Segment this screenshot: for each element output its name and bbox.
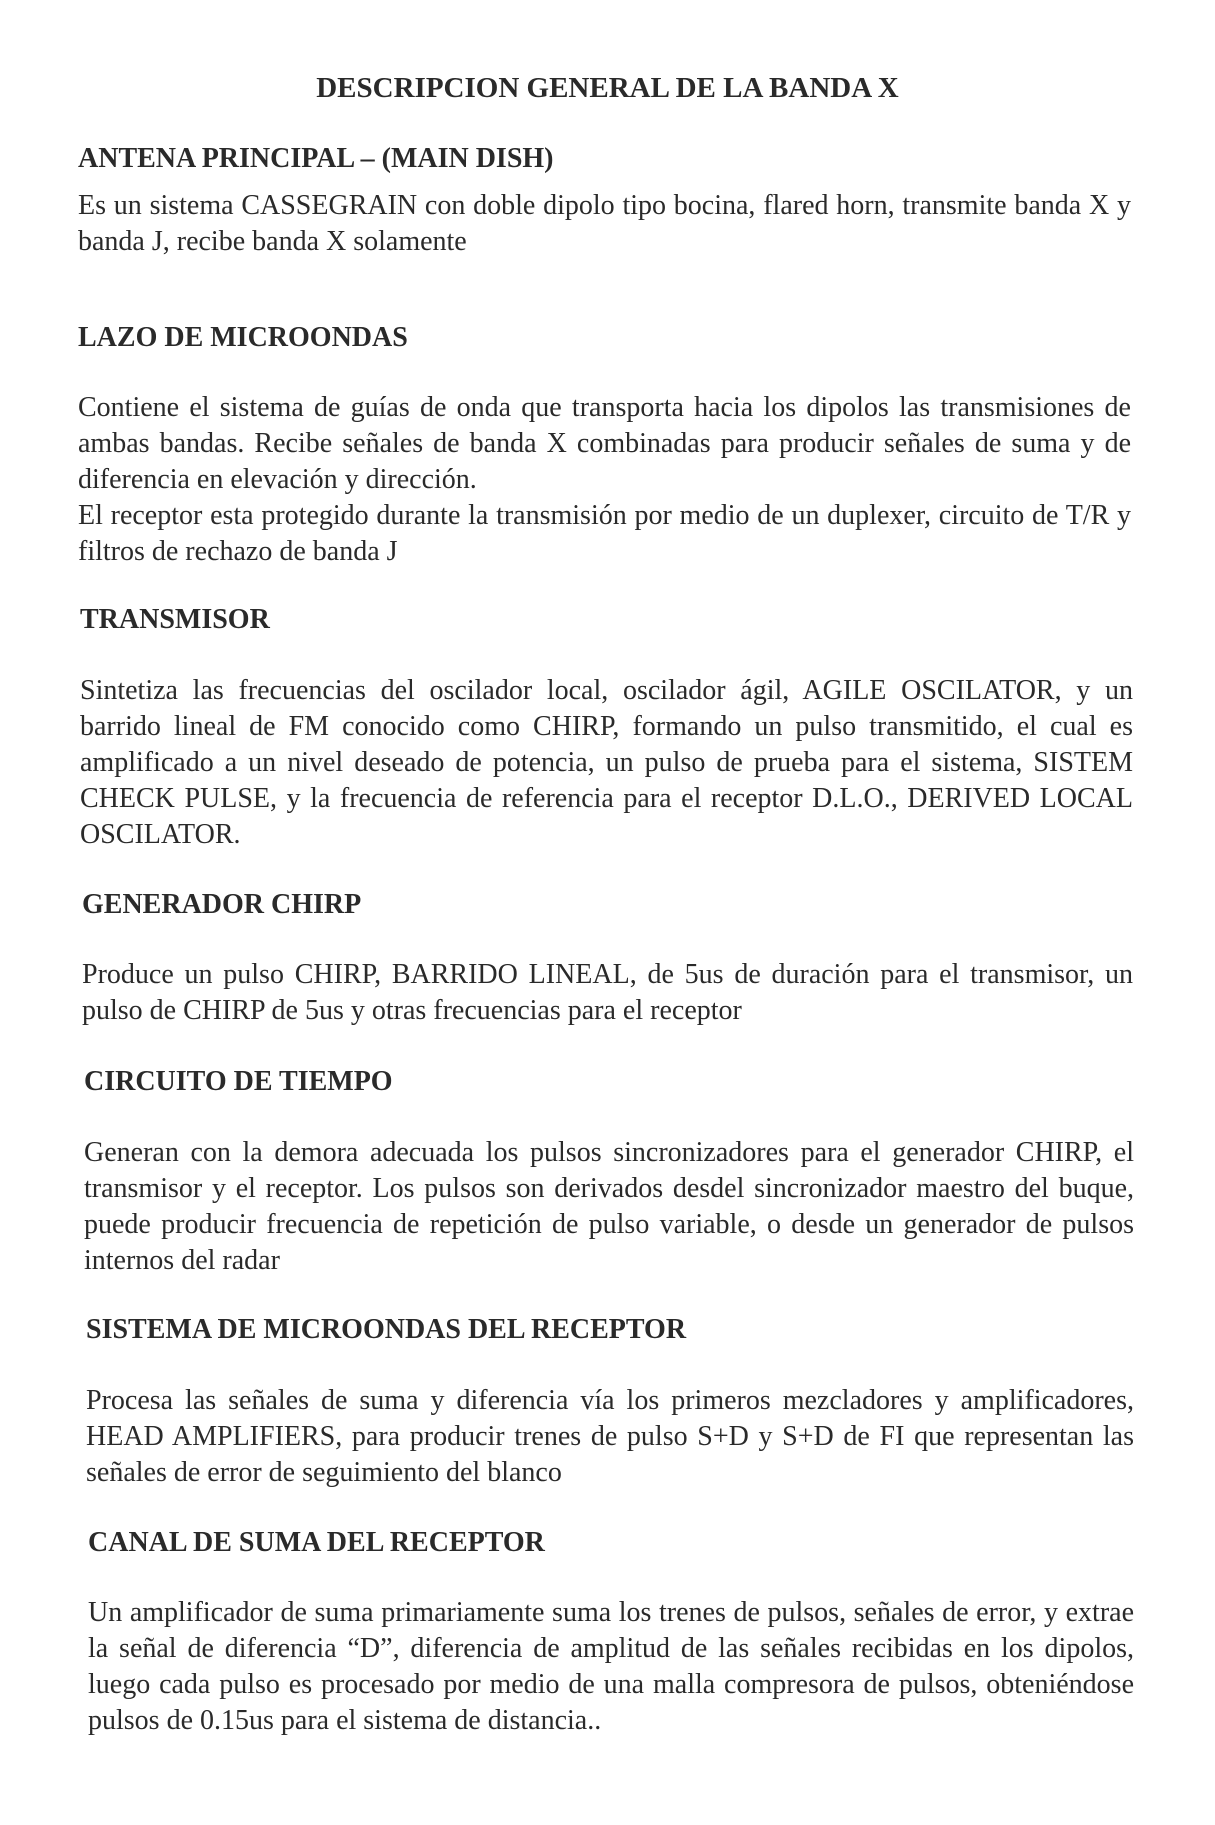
section-body-lazo-de-microondas xyxy=(78,390,1131,570)
paragraph: Produce un pulso CHIRP, BARRIDO LINEAL, de 5us de duración para el transmisor, un pulso de CHIRP de 5us y otras frecuencias para el receptor xyxy=(82,959,1133,1026)
section-heading-circuito-de-tiempo: CIRCUITO DE TIEMPO xyxy=(84,1066,393,1097)
section-body-canal-de-suma-del-receptor xyxy=(88,1595,1134,1739)
section-heading-generador-chirp: GENERADOR CHIRP xyxy=(82,889,362,920)
paragraph: El receptor esta protegido durante la transmisión por medio de un duplexer, circuito de T/R y filtros de rechazo de banda J xyxy=(78,500,1131,567)
section-heading-lazo-de-microondas: LAZO DE MICROONDAS xyxy=(78,322,408,353)
section-body-antena-principal xyxy=(78,188,1131,260)
section-heading-antena-principal: ANTENA PRINCIPAL – (MAIN DISH) xyxy=(78,143,554,174)
paragraph: Sintetiza las frecuencias del oscilador local, oscilador ágil, AGILE OSCILATOR, y un barrido lineal de FM conocido como CHIRP, formando un pulso transmitido, el cual es amplificado a un nivel deseado de potencia, un pulso de prueba para el sistema, SISTEM CHECK PULSE, y la frecuencia de referencia para el receptor D.L.O., DERIVED LOCAL OSCILATOR. xyxy=(80,675,1133,850)
section-body-generador-chirp xyxy=(82,957,1133,1029)
section-heading-canal-de-suma-del-receptor: CANAL DE SUMA DEL RECEPTOR xyxy=(88,1527,545,1558)
section-heading-sistema-de-microondas-del-receptor: SISTEMA DE MICROONDAS DEL RECEPTOR xyxy=(86,1314,687,1345)
paragraph: Generan con la demora adecuada los pulsos sincronizadores para el generador CHIRP, el transmisor y el receptor. Los pulsos son derivados desdel sincronizador maestro del buque, puede producir frecuencia de repetición de pulso variable, o desde un generador de pulsos internos del radar xyxy=(84,1137,1134,1276)
paragraph: Procesa las señales de suma y diferencia vía los primeros mezcladores y amplificadores, HEAD AMPLIFIERS, para producir trenes de pulso S+D y S+D de FI que representan las señales de error de seguimiento del blanco xyxy=(86,1385,1134,1488)
section-body-sistema-de-microondas-del-receptor xyxy=(86,1383,1134,1491)
paragraph: Contiene el sistema de guías de onda que transporta hacia los dipolos las transmisiones de ambas bandas. Recibe señales de banda X combinadas para producir señales de suma y de diferencia en elevación y dirección. xyxy=(78,392,1131,495)
section-body-transmisor xyxy=(80,673,1133,853)
document-title: DESCRIPCION GENERAL DE LA BANDA X xyxy=(316,72,899,104)
paragraph: Un amplificador de suma primariamente suma los trenes de pulsos, señales de error, y extrae la señal de diferencia “D”, diferencia de amplitud de las señales recibidas en los dipolos, luego cada pulso es procesado por medio de una malla compresora de pulsos, obteniéndose pulsos de 0.15us para el sistema de distancia.. xyxy=(88,1597,1134,1736)
section-heading-transmisor: TRANSMISOR xyxy=(80,604,270,635)
paragraph: Es un sistema CASSEGRAIN con doble dipolo tipo bocina, flared horn, transmite banda X y banda J, recibe banda X solamente xyxy=(78,190,1131,257)
section-body-circuito-de-tiempo xyxy=(84,1135,1134,1279)
